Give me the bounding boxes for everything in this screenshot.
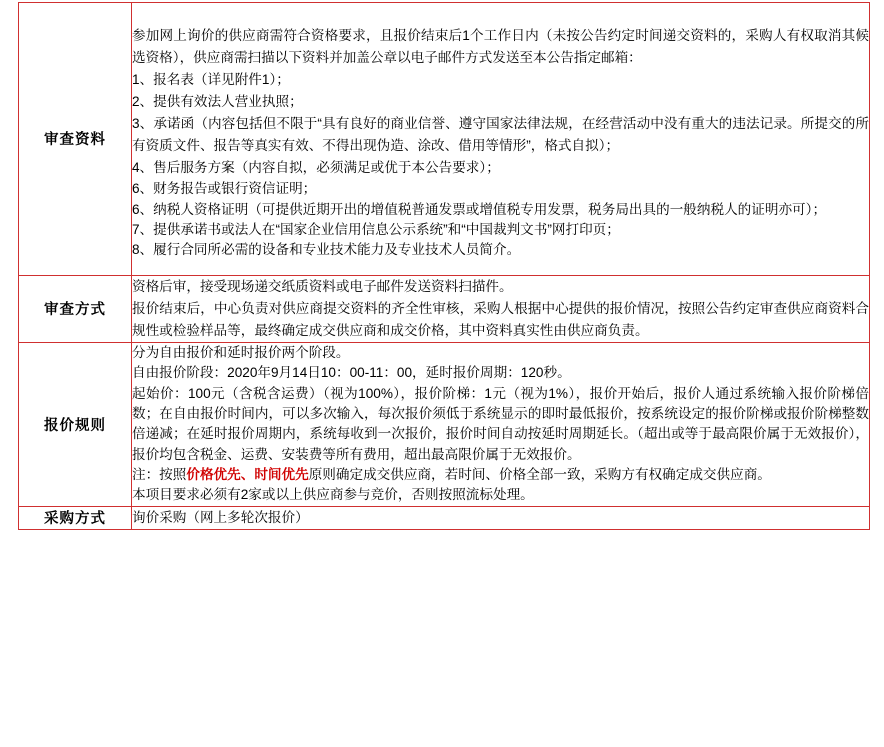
- table-row: [19, 342, 870, 506]
- paragraph: 询价采购（网上多轮次报价）: [132, 509, 309, 525]
- paragraph: 自由报价阶段：2020年9月14日10：00-11：00，延时报价周期：120秒。: [132, 365, 571, 381]
- paragraph: 3、承诺函（内容包括但不限于“具有良好的商业信誉、遵守国家法律法规，在经营活动中没有重大的违法记录。所提交的所有资质文件、报告等真实有效、不得出现伪造、涂改、借用等情形”，格式自拟）；: [132, 116, 869, 154]
- note-suffix: 原则确定成交供应商，若时间、价格全部一致，采购方有权确定成交供应商。: [308, 467, 771, 483]
- paragraph: 起始价：100元（含税含运费）（视为100%），报价阶梯：1元（视为1%），报价开始后，报价人通过系统输入报价阶梯倍数；在自由报价时间内，可以多次输入，每次报价须低于系统显示的即时最低报价，按系统设定的报价阶梯或报价阶梯整数倍递减；在延时报价周期内，系统每收到一次报价，报价时间自动按延时周期延长。（超出或等于最高限价属于无效报价），报价均包含税金、运费、安装费等所有费用，超出最高限价属于无效报价。: [132, 385, 869, 462]
- paragraph: 6、财务报告或银行资信证明；: [132, 181, 317, 197]
- paragraph: 1、报名表（详见附件1）；: [132, 72, 290, 88]
- table-row: [19, 506, 870, 529]
- paragraph: 2、提供有效法人营业执照；: [132, 94, 303, 110]
- paragraph: 8、履行合同所必需的设备和专业技术能力及专业技术人员简介。: [132, 242, 521, 258]
- row-content-quote-rules: [132, 342, 870, 506]
- priority-highlight: 价格优先、时间优先: [186, 467, 309, 483]
- paragraph: 7、提供承诺书或法人在“国家企业信用信息公示系统”和“中国裁判文书”网打印页；: [132, 221, 620, 237]
- paragraph: 4、售后服务方案（内容自拟，必须满足或优于本公告要求）；: [132, 160, 500, 176]
- paragraph: 参加网上询价的供应商需符合资格要求，且报价结束后1个工作日内（未按公告约定时间递交资料的，采购人有权取消其候选资格），供应商需扫描以下资料并加盖公章以电子邮件方式发送至本公告指定邮箱：: [132, 28, 869, 66]
- review-materials-body: [132, 3, 869, 275]
- table-row: [19, 275, 870, 342]
- row-label-quote-rules: 报价规则: [19, 342, 132, 506]
- row-content-review-materials: [132, 3, 870, 276]
- paragraph: 6、纳税人资格证明（可提供近期开出的增值税普通发票或增值税专用发票，税务局出具的一般纳税人的证明亦可）；: [132, 201, 827, 217]
- note-prefix: 注：按照: [132, 467, 187, 483]
- paragraph: 报价结束后，中心负责对供应商提交资料的齐全性审核，采购人根据中心提供的报价情况，按照公告约定审查供应商资料合规性或检验样品等，最终确定成交供应商和成交价格，其中资料真实性由供应商负责。: [132, 300, 869, 338]
- row-label-review-method: 审查方式: [19, 275, 132, 342]
- spec-table: [18, 2, 870, 530]
- row-label-purchase-method: 采购方式: [19, 506, 132, 529]
- row-label-review-materials: 审查资料: [19, 3, 132, 276]
- paragraph: 分为自由报价和延时报价两个阶段。: [132, 344, 350, 360]
- paragraph: 资格后审，接受现场递交纸质资料或电子邮件发送资料扫描件。: [132, 278, 513, 294]
- row-content-review-method: [132, 275, 870, 342]
- row-content-purchase-method: [132, 506, 870, 529]
- paragraph-with-highlight: [132, 465, 869, 485]
- review-materials-list-tail: [132, 179, 869, 261]
- paragraph: 本项目要求必须有2家或以上供应商参与竞价，否则按照流标处理。: [132, 487, 534, 503]
- table-row: [19, 3, 870, 276]
